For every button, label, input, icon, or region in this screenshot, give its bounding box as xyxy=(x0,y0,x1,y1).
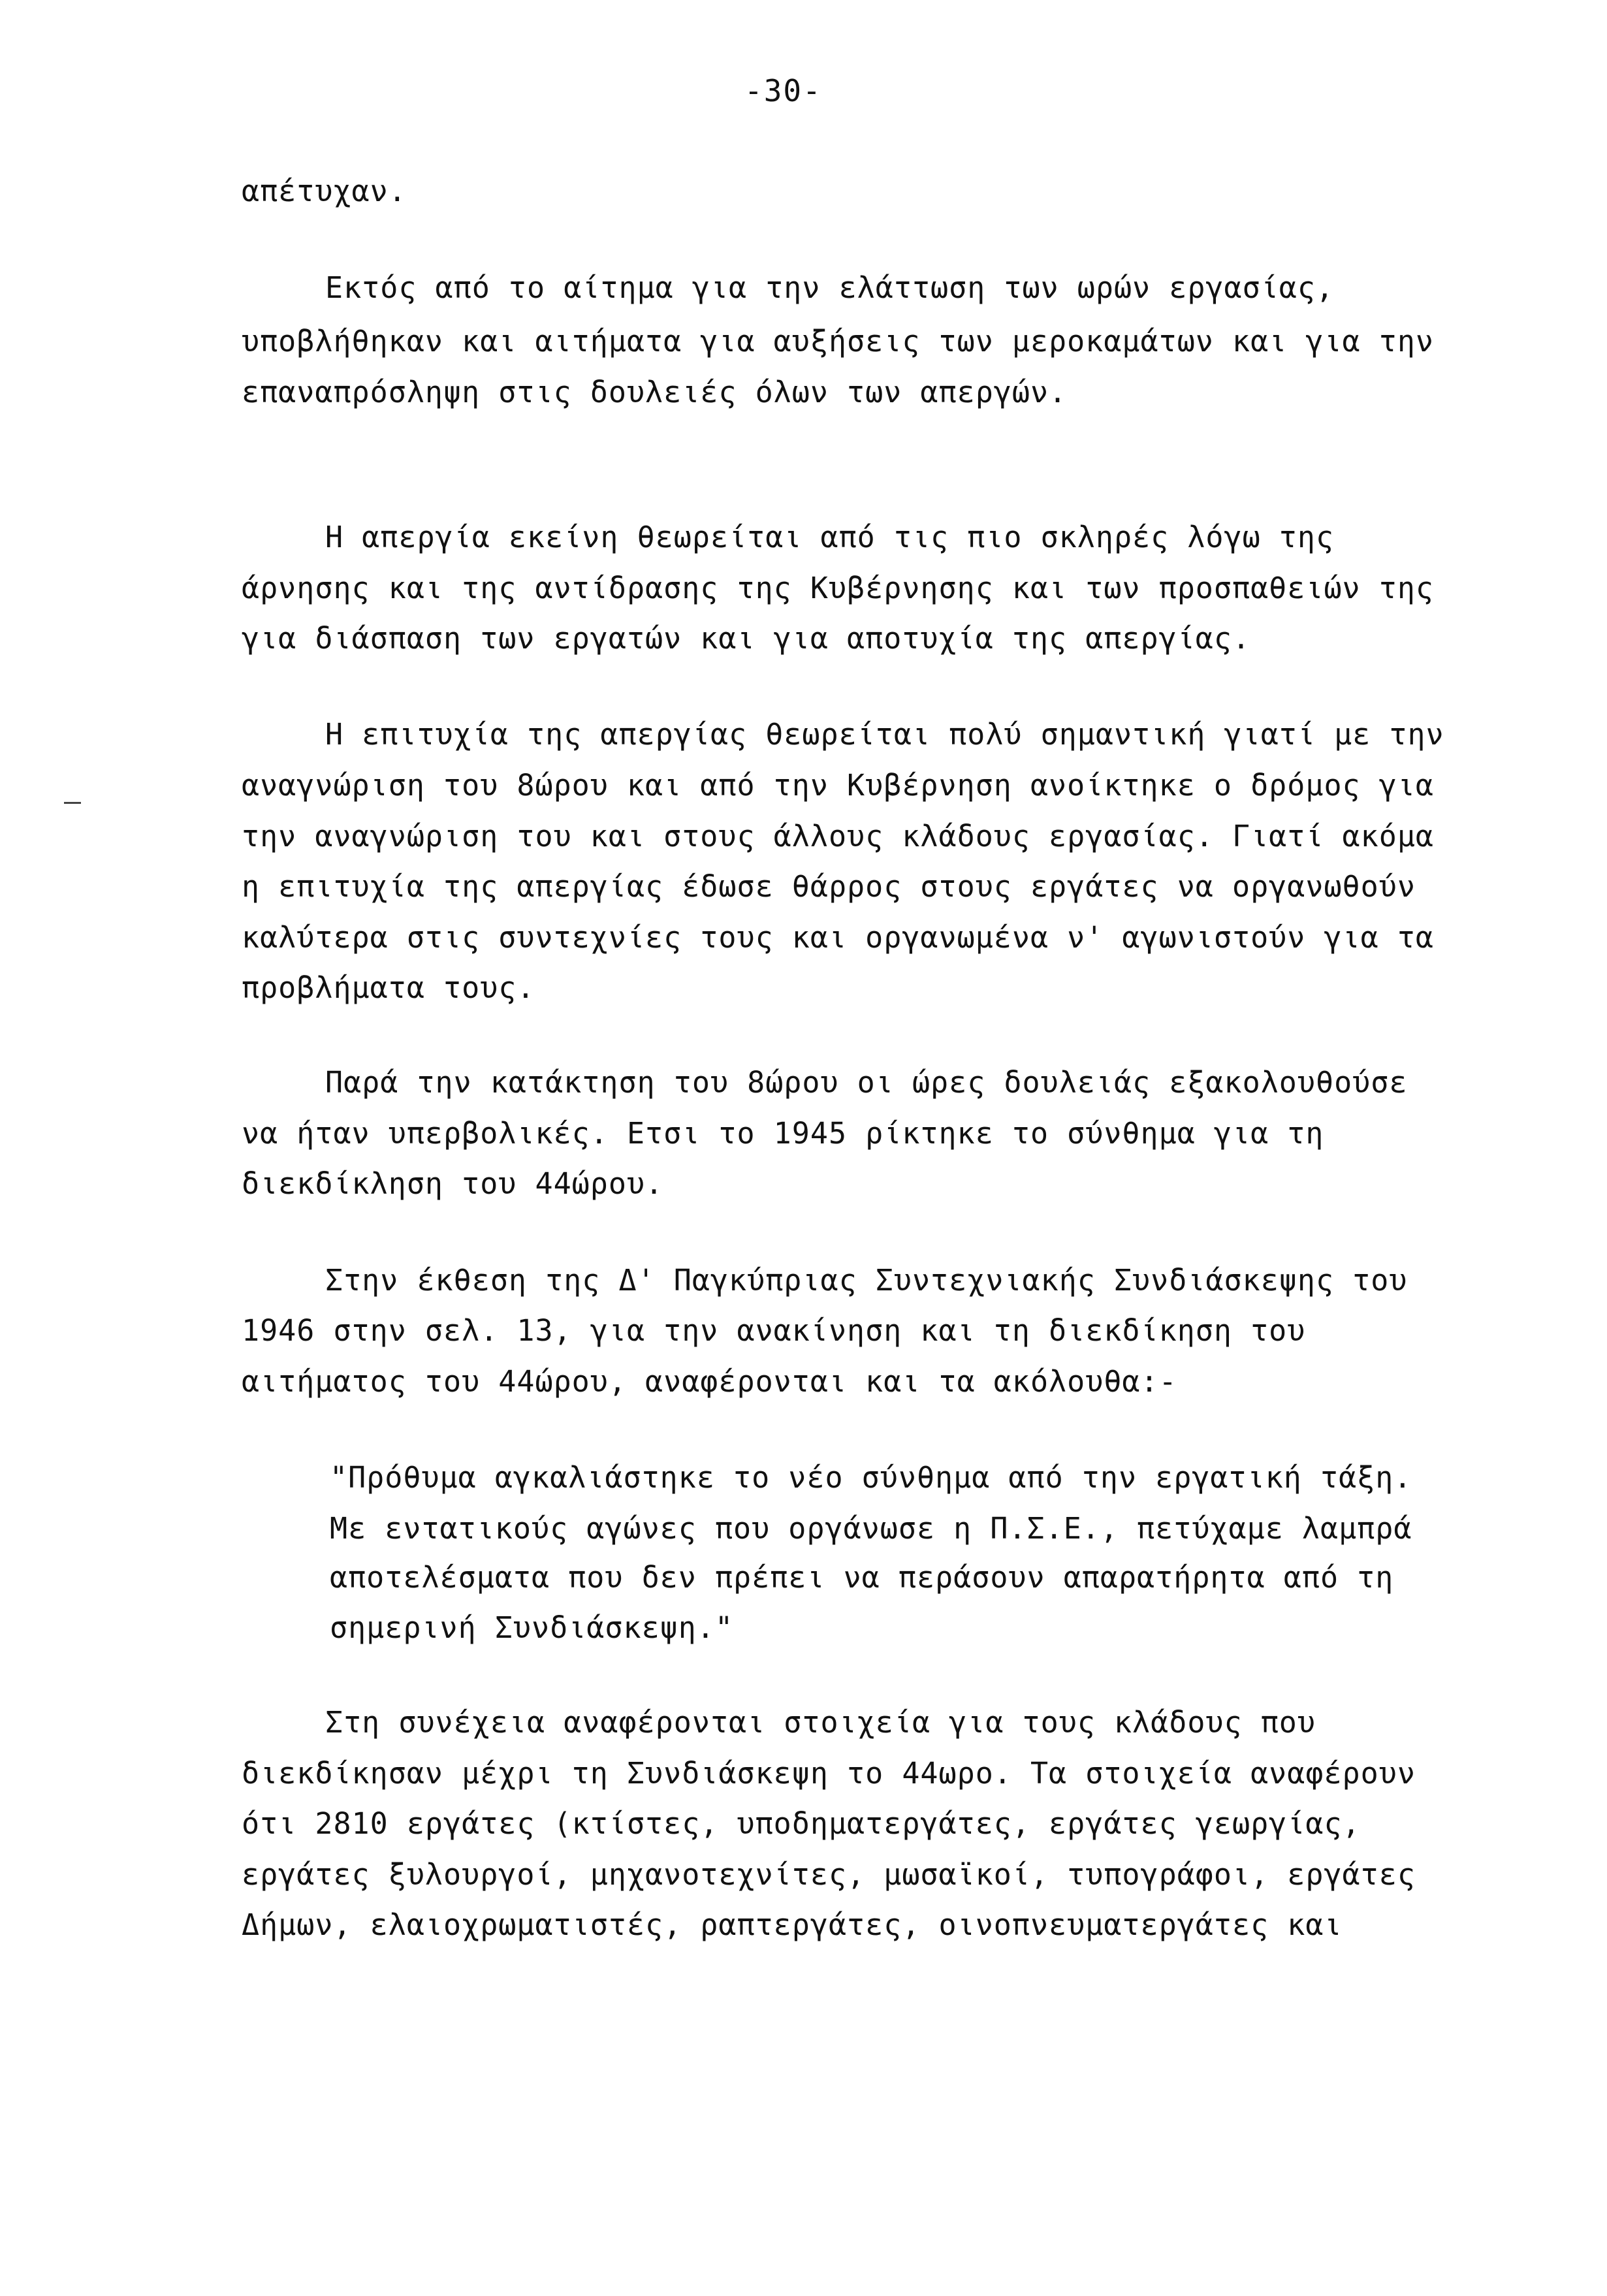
text-line: εργάτες ξυλουργοί, μηχανοτεχνίτες, μωσαϊκοί, τυπογράφοι, εργάτες xyxy=(242,1857,1416,1892)
text-line: Στην έκθεση της Δ' Παγκύπριας Συντεχνιακής Συνδιάσκεψης του xyxy=(325,1263,1408,1298)
quote-line: Με εντατικούς αγώνες που οργάνωσε η Π.Σ.Ε., πετύχαμε λαμπρά xyxy=(330,1511,1412,1546)
text-line: Η επιτυχία της απεργίας θεωρείται πολύ σημαντική γιατί με την xyxy=(325,717,1444,752)
text-line: Παρά την κατάκτηση του 8ώρου οι ώρες δουλειάς εξακολουθούσε xyxy=(325,1065,1408,1100)
quote-line: σημερινή Συνδιάσκεψη." xyxy=(330,1610,734,1645)
text-line: επαναπρόσληψη στις δουλειές όλων των απεργών. xyxy=(242,375,1068,409)
text-line: ότι 2810 εργάτες (κτίστες, υποδηματεργάτες, εργάτες γεωργίας, xyxy=(242,1806,1361,1841)
text-line: προβλήματα τους. xyxy=(242,970,535,1005)
text-line: διεκδίκησαν μέχρι τη Συνδιάσκεψη το 44ωρο. Τα στοιχεία αναφέρουν xyxy=(242,1756,1416,1791)
text-line: διεκδίκληση του 44ώρου. xyxy=(242,1166,664,1201)
text-line: αιτήματος του 44ώρου, αναφέρονται και τα ακόλουθα:- xyxy=(242,1364,1177,1399)
text-line: Στη συνέχεια αναφέρονται στοιχεία για τους κλάδους που xyxy=(325,1705,1316,1740)
text-line: απέτυχαν. xyxy=(242,174,407,208)
text-line: να ήταν υπερβολικές. Ετσι το 1945 ρίκτηκε το σύνθημα για τη xyxy=(242,1116,1324,1151)
text-line: αναγνώριση του 8ώρου και από την Κυβέρνηση ανοίκτηκε ο δρόμος για xyxy=(242,768,1434,803)
page-number: -30- xyxy=(744,73,822,108)
margin-mark xyxy=(64,802,81,804)
text-line: η επιτυχία της απεργίας έδωσε θάρρος στους εργάτες να οργανωθούν xyxy=(242,869,1416,904)
text-line: άρνησης και της αντίδρασης της Κυβέρνησης και των προσπαθειών της xyxy=(242,571,1434,605)
text-line: υποβλήθηκαν και αιτήματα για αυξήσεις των μεροκαμάτων και για την xyxy=(242,324,1434,359)
quote-line: "Πρόθυμα αγκαλιάστηκε το νέο σύνθημα από την εργατική τάξη. xyxy=(330,1460,1412,1495)
quote-line: αποτελέσματα που δεν πρέπει να περάσουν απαρατήρητα από τη xyxy=(330,1560,1394,1595)
text-line: 1946 στην σελ. 13, για την ανακίνηση και τη διεκδίκηση του xyxy=(242,1313,1306,1348)
text-line: Δήμων, ελαιοχρωματιστές, ραπτεργάτες, οινοπνευματεργάτες και xyxy=(242,1907,1343,1942)
text-line: την αναγνώριση του και στους άλλους κλάδους εργασίας. Γιατί ακόμα xyxy=(242,819,1434,853)
text-line: Εκτός από το αίτημα για την ελάττωση των ωρών εργασίας, xyxy=(325,270,1335,305)
text-line: καλύτερα στις συντεχνίες τους και οργανωμένα ν' αγωνιστούν για τα xyxy=(242,920,1434,955)
text-line: Η απεργία εκείνη θεωρείται από τις πιο σκληρές λόγω της xyxy=(325,520,1335,554)
text-line: για διάσπαση των εργατών και για αποτυχία της απεργίας. xyxy=(242,621,1251,656)
